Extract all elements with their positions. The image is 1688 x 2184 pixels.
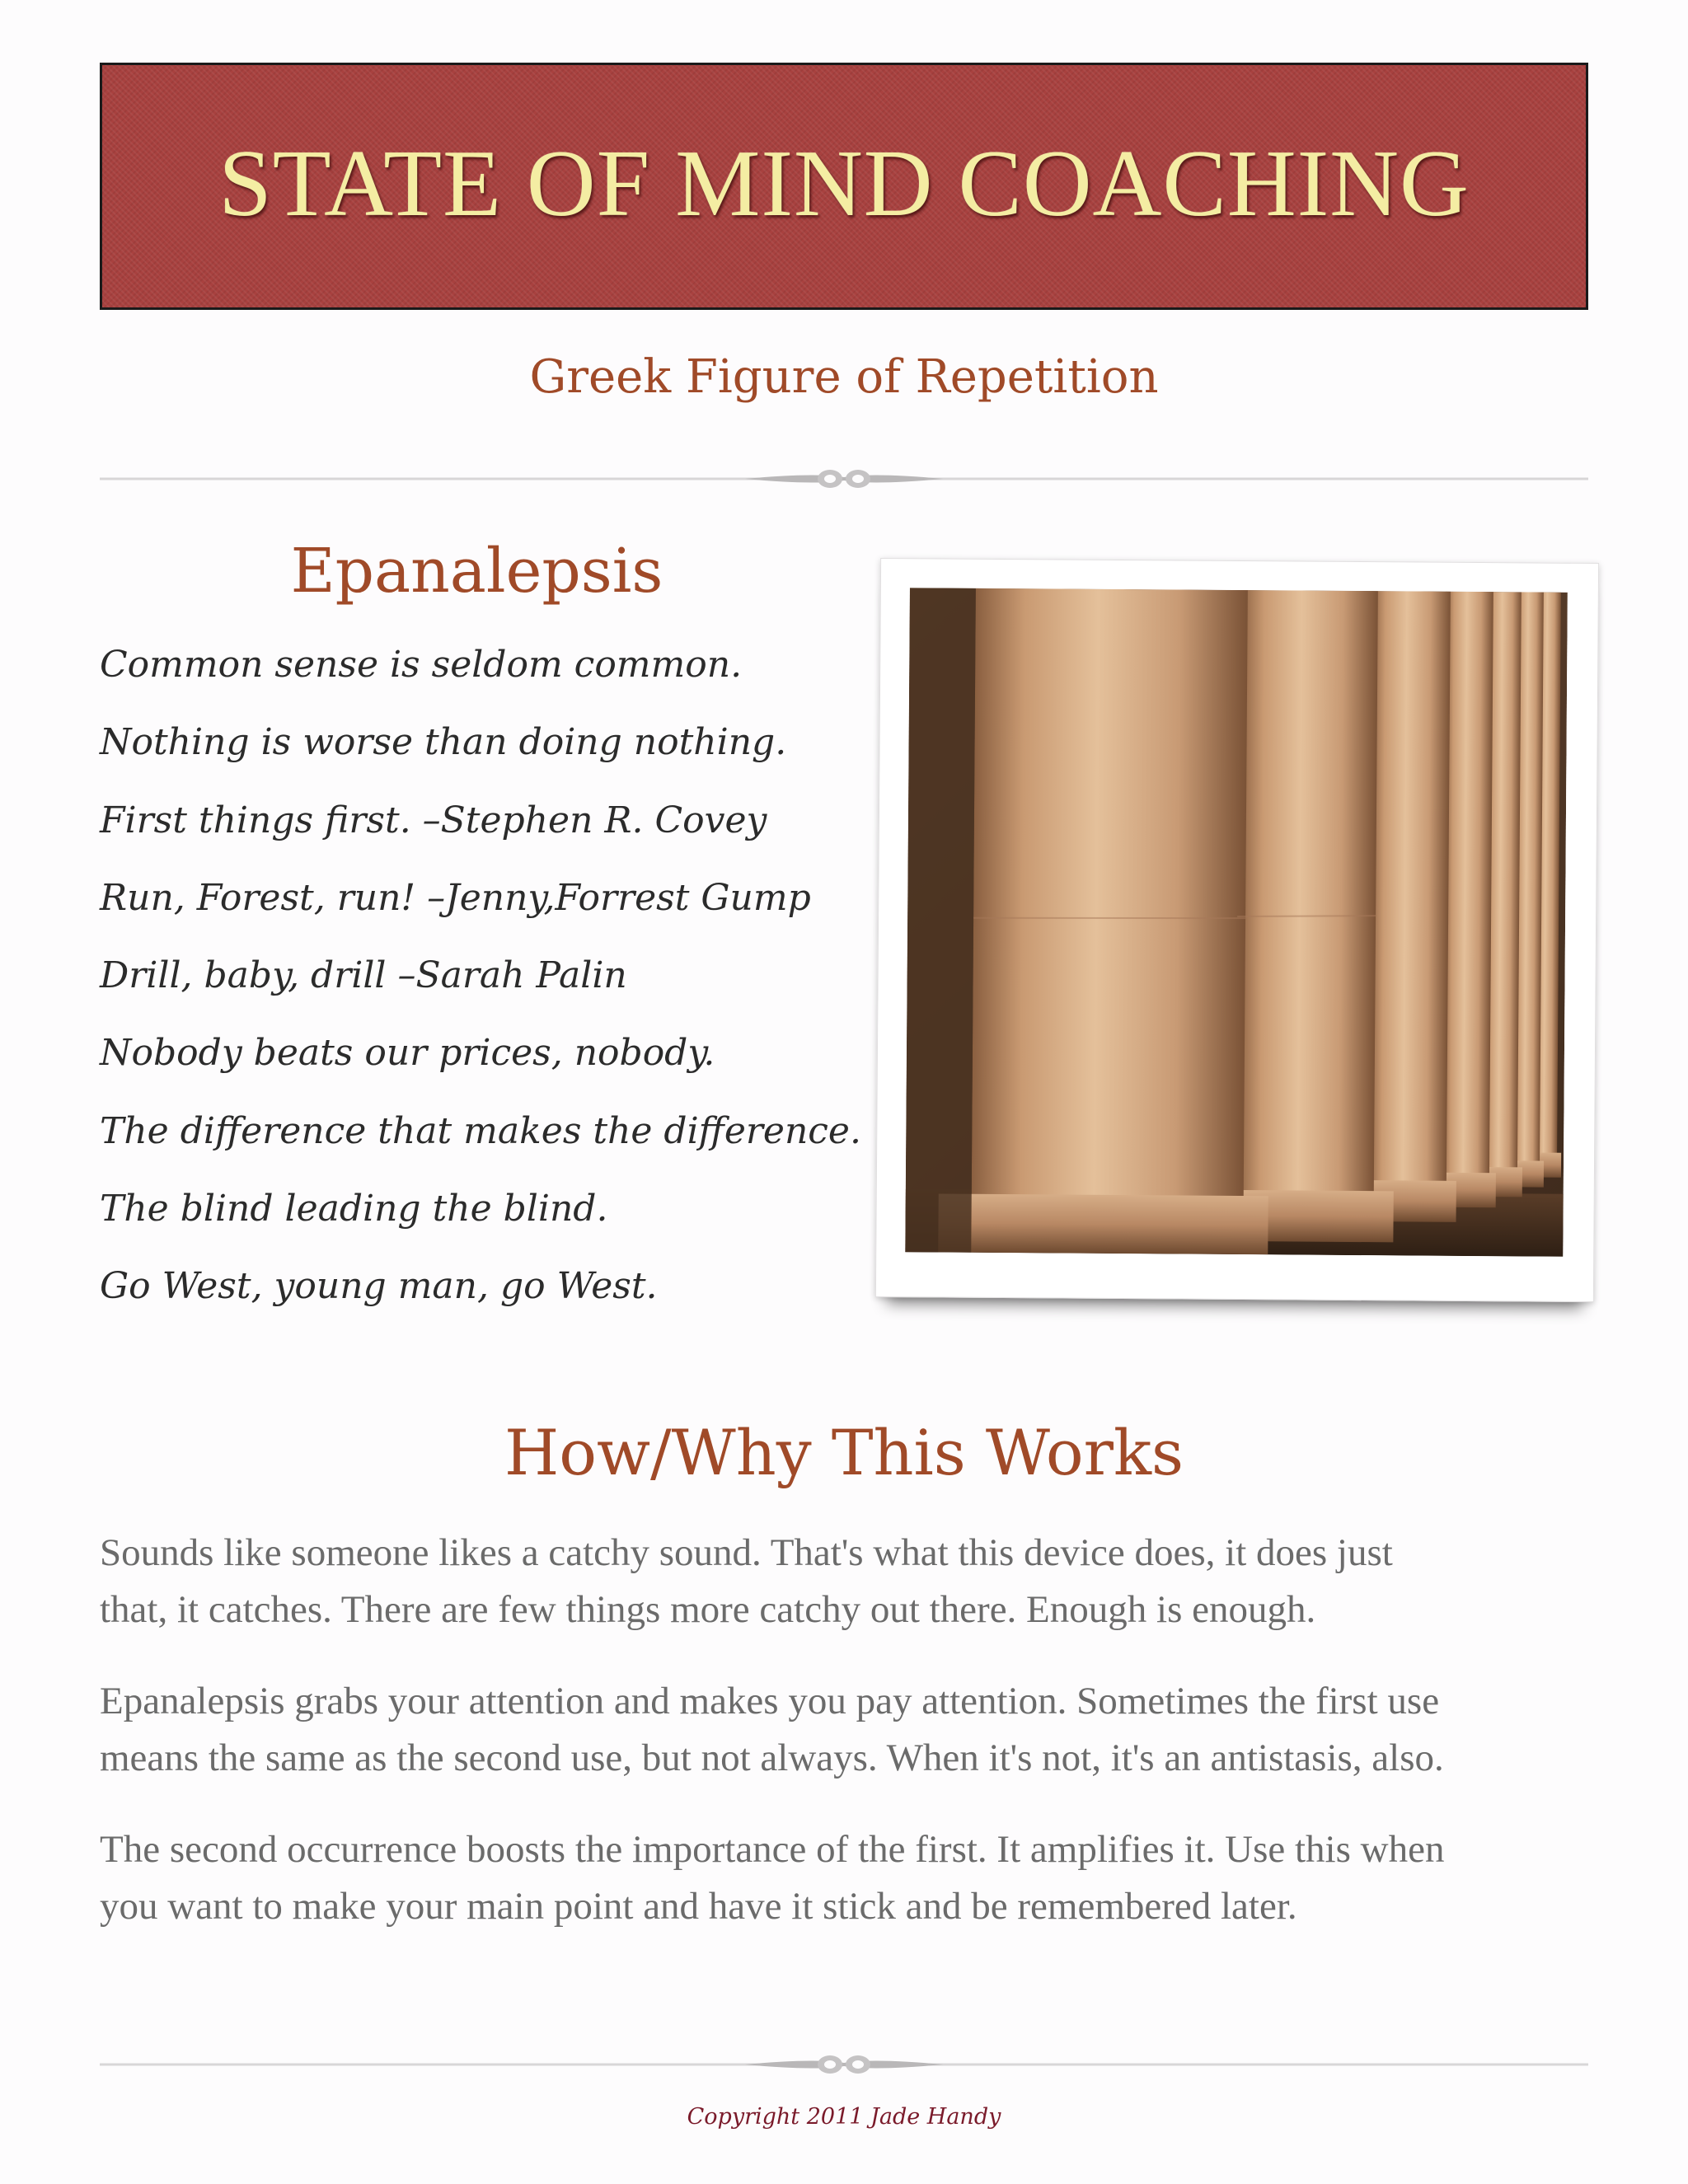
columns-photo-icon [905, 588, 1568, 1257]
paragraph-line: that, it catches. There are few things more catchy out there. Enough is enough. [100, 1588, 1316, 1631]
copyright-footer: Copyright 2011 Jade Handy [687, 2104, 1001, 2130]
quote-item: Nobody beats our prices, nobody. [100, 1032, 715, 1075]
quote-item: Run, Forest, run! –Jenny,Forrest Gump [100, 876, 811, 919]
quote-list [100, 641, 866, 1341]
quote-item: The blind leading the blind. [100, 1188, 608, 1230]
explanation-body [100, 1525, 1588, 1970]
site-title: STATE OF MIND COACHING [218, 130, 1470, 237]
quote-item: Nothing is worse than doing nothing. [100, 721, 787, 764]
paragraph-line: means the same as the second use, but not always. When it's not, it's an antistasis, also. [100, 1736, 1444, 1779]
quote-item: First things first. –Stephen R. Covey [100, 799, 767, 841]
explanation-paragraph [100, 1821, 1588, 1935]
quote-item: Common sense is seldom common. [100, 644, 743, 686]
ornament-divider-bottom [100, 2048, 1588, 2081]
page-subtitle: Greek Figure of Repetition [529, 350, 1159, 404]
paragraph-line: Epanalepsis grabs your attention and makes you pay attention. Sometimes the first use [100, 1680, 1440, 1722]
section-heading-how-why: How/Why This Works [504, 1416, 1184, 1489]
paragraph-line: you want to make your main point and have it stick and be remembered later. [100, 1885, 1297, 1928]
paragraph-line: The second occurrence boosts the importance of the first. It amplifies it. Use this when [100, 1828, 1445, 1871]
section-heading-epanalepsis: Epanalepsis [290, 536, 663, 607]
quote-item: The difference that makes the difference. [100, 1109, 861, 1152]
quote-item: Drill, baby, drill –Sarah Palin [100, 954, 627, 997]
header-banner [100, 63, 1588, 310]
explanation-paragraph [100, 1673, 1588, 1787]
ornament-divider-top [100, 462, 1588, 495]
columns-photo-frame [875, 558, 1599, 1302]
explanation-paragraph [100, 1525, 1588, 1638]
quote-item: Go West, young man, go West. [100, 1265, 658, 1308]
paragraph-line: Sounds like someone likes a catchy sound. That's what this device does, it does just [100, 1531, 1393, 1574]
